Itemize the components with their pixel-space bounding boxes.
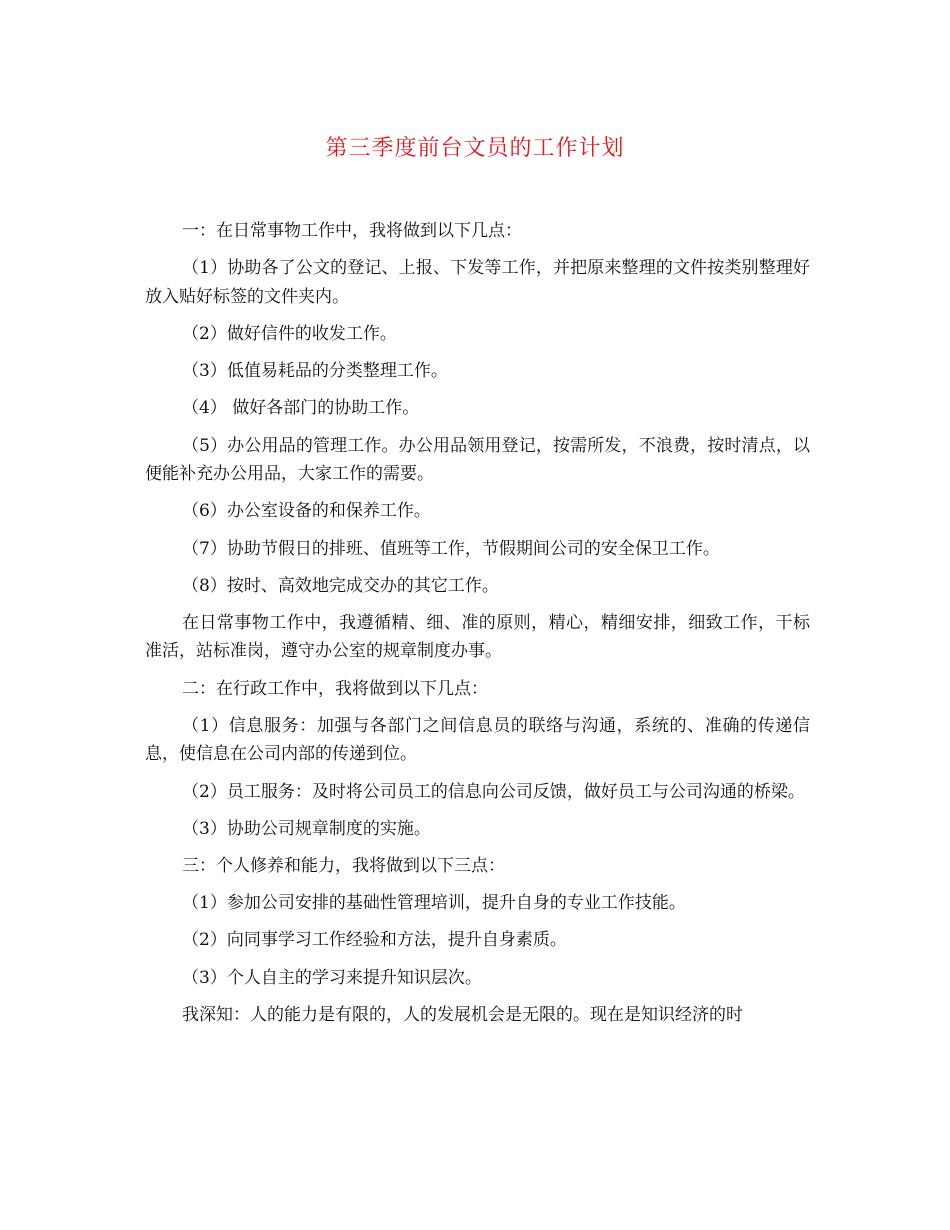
paragraph: （7）协助节假日的排班、值班等工作，节假期间公司的安全保卫工作。 — [182, 538, 720, 559]
document-body — [145, 217, 810, 1038]
paragraph: （8）按时、高效地完成交办的其它工作。 — [182, 575, 499, 596]
paragraph: （1）参加公司安排的基础性管理培训，提升自身的专业工作技能。 — [182, 893, 686, 914]
paragraph: （3）个人自主的学习来提升知识层次。 — [182, 967, 482, 988]
paragraph: （2）员工服务：及时将公司员工的信息向公司反馈，做好员工与公司沟通的桥梁。 — [182, 781, 805, 802]
paragraph: （6）办公室设备的和保养工作。 — [182, 501, 431, 522]
paragraph: （1）协助各了公文的登记、上报、下发等工作，并把原来整理的文件按类别整理好放入贴好标签的文件夹内。 — [145, 258, 810, 307]
paragraph: 我深知：人的能力是有限的，人的发展机会是无限的。现在是知识经济的时 — [182, 1004, 743, 1025]
paragraph: 三：个人修养和能力，我将做到以下三点： — [182, 856, 505, 876]
paragraph: （2）向同事学习工作经验和方法，提升自身素质。 — [182, 930, 567, 951]
document-title: 第三季度前台文员的工作计划 — [325, 136, 625, 161]
paragraph: （3）协助公司规章制度的实施。 — [182, 818, 431, 839]
paragraph: 一：在日常事物工作中，我将做到以下几点： — [182, 221, 522, 241]
paragraph: （2）做好信件的收发工作。 — [182, 323, 397, 344]
paragraph: 在日常事物工作中，我遵循精、细、准的原则，精心，精细安排，细致工作，干标准活，站标准岗，遵守办公室的规章制度办事。 — [145, 612, 810, 662]
paragraph: （4） 做好各部门的协助工作。 — [182, 398, 420, 419]
paragraph: （5）办公用品的管理工作。办公用品领用登记，按需所发，不浪费，按时清点，以便能补充办公用品，大家工作的需要。 — [145, 435, 810, 485]
paragraph: 二：在行政工作中，我将做到以下几点： — [182, 678, 488, 699]
paragraph: （3）低值易耗品的分类整理工作。 — [182, 361, 448, 382]
paragraph: （1）信息服务：加强与各部门之间信息员的联络与沟通，系统的、准确的传递信息，使信息在公司内部的传递到位。 — [145, 715, 810, 765]
